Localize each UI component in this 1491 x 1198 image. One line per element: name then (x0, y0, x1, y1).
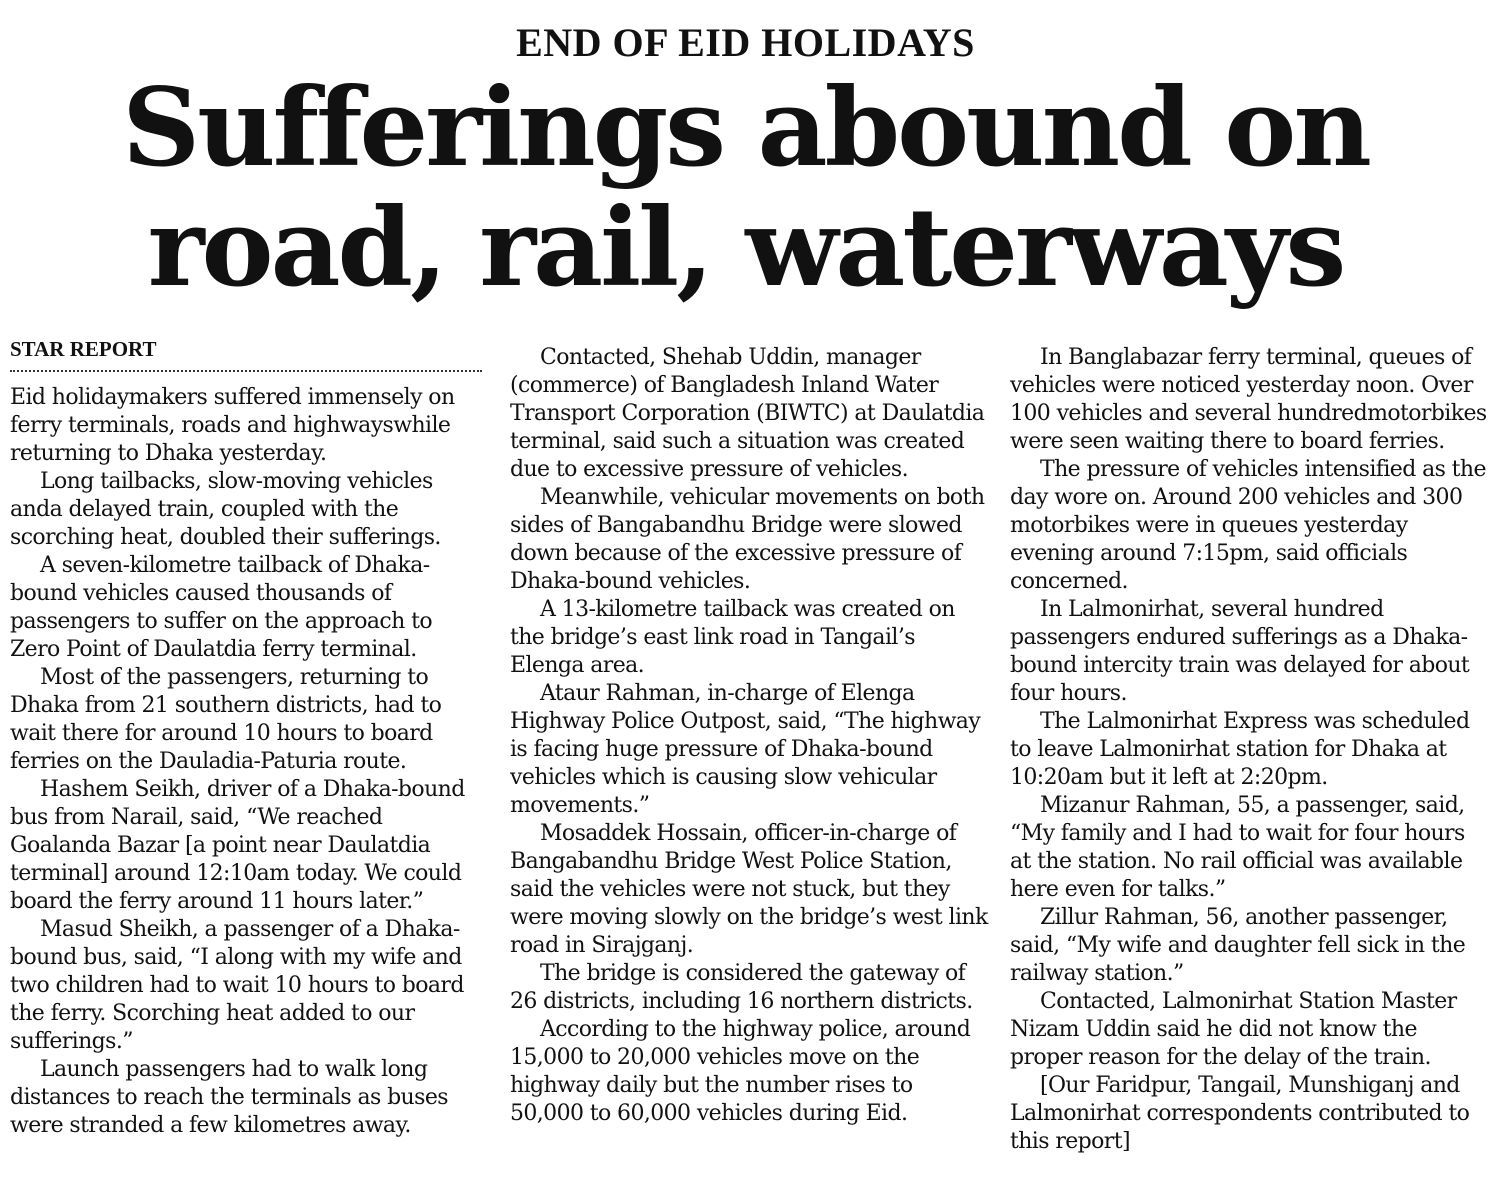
headline-line-1: Sufferings abound on (122, 65, 1369, 191)
headline-line-2: road, rail, waterways (147, 185, 1344, 311)
paragraph: Meanwhile, vehicular movements on both sides of Bangabandhu Bridge were slowed down because of the excessive pressure of Dhaka-bound vehicles. (510, 485, 985, 594)
paragraph: Zillur Rahman, 56, another passenger, said, “My wife and daughter fell sick in the railway station.” (1010, 905, 1466, 986)
paragraph: The pressure of vehicles intensified as the day wore on. Around 200 vehicles and 300 motorbikes were in queues yesterday evening around 7:15pm, said officials concerned. (1010, 457, 1486, 594)
dotted-divider (10, 370, 482, 372)
paragraph: Contacted, Shehab Uddin, manager (commerce) of Bangladesh Inland Water Transport Corporation (BIWTC) at Daulatdia terminal, said such a situation was created due to excessive pressure of vehicles. (510, 345, 985, 482)
article-column-1 (10, 334, 488, 1140)
headline (0, 65, 1491, 311)
paragraph: [Our Faridpur, Tangail, Munshiganj and Lalmonirhat correspondents contributed to this report] (1010, 1073, 1470, 1154)
paragraph: A 13-kilometre tailback was created on the bridge’s east link road in Tangail’s Elenga area. (510, 597, 955, 678)
paragraph: A seven-kilometre tailback of Dhaka-bound vehicles caused thousands of passengers to suffer on the approach to Zero Point of Daulatdia ferry terminal. (10, 553, 432, 662)
article-column-2 (510, 344, 988, 1128)
paragraph: Eid holidaymakers suffered immensely on ferry terminals, roads and highwayswhile returning to Dhaka yesterday. (10, 385, 455, 466)
paragraph: Most of the passengers, returning to Dhaka from 21 southern districts, had to wait there for around 10 hours to board ferries on the Dauladia-Paturia route. (10, 665, 442, 774)
paragraph: According to the highway police, around 15,000 to 20,000 vehicles move on the highway daily but the number rises to 50,000 to 60,000 vehicles during Eid. (510, 1017, 971, 1126)
byline: STAR REPORT (10, 337, 157, 361)
paragraph: In Banglabazar ferry terminal, queues of vehicles were noticed yesterday noon. Over 100 vehicles and several hundredmotorbikes were seen waiting there to board ferries. (1010, 345, 1487, 454)
paragraph: Hashem Seikh, driver of a Dhaka-bound bus from Narail, said, “We reached Goalanda Bazar [a point near Daulatdia terminal] around 12:10am today. We could board the ferry around 11 hours later.” (10, 777, 465, 914)
paragraph: Contacted, Lalmonirhat Station Master Nizam Uddin said he did not know the proper reason for the delay of the train. (1010, 989, 1457, 1070)
paragraph: Mosaddek Hossain, officer-in-charge of Bangabandhu Bridge West Police Station, said the vehicles were not stuck, but they were moving slowly on the bridge’s west link road in Sirajganj. (510, 821, 988, 958)
paragraph: The bridge is considered the gateway of 26 districts, including 16 northern districts. (510, 961, 973, 1014)
paragraph: Long tailbacks, slow-moving vehicles anda delayed train, coupled with the scorching heat, doubled their sufferings. (10, 469, 441, 550)
paragraph: Ataur Rahman, in-charge of Elenga Highway Police Outpost, said, “The highway is facing huge pressure of Dhaka-bound vehicles which is causing slow vehicular movements.” (510, 681, 981, 818)
paragraph: Launch passengers had to walk long distances to reach the terminals as buses were stranded a few kilometres away. (10, 1057, 448, 1138)
article-column-3 (1010, 344, 1488, 1156)
paragraph: Mizanur Rahman, 55, a passenger, said, “My family and I had to wait for four hours at the station. No rail official was available here even for talks.” (1010, 793, 1465, 902)
paragraph: The Lalmonirhat Express was scheduled to leave Lalmonirhat station for Dhaka at 10:20am but it left at 2:20pm. (1010, 709, 1470, 790)
kicker: END OF EID HOLIDAYS (516, 20, 975, 65)
paragraph: Masud Sheikh, a passenger of a Dhaka-bound bus, said, “I along with my wife and two children had to wait 10 hours to board the ferry. Scorching heat added to our sufferings.” (10, 917, 464, 1054)
paragraph: In Lalmonirhat, several hundred passengers endured sufferings as a Dhaka-bound intercity train was delayed for about four hours. (1010, 597, 1470, 706)
